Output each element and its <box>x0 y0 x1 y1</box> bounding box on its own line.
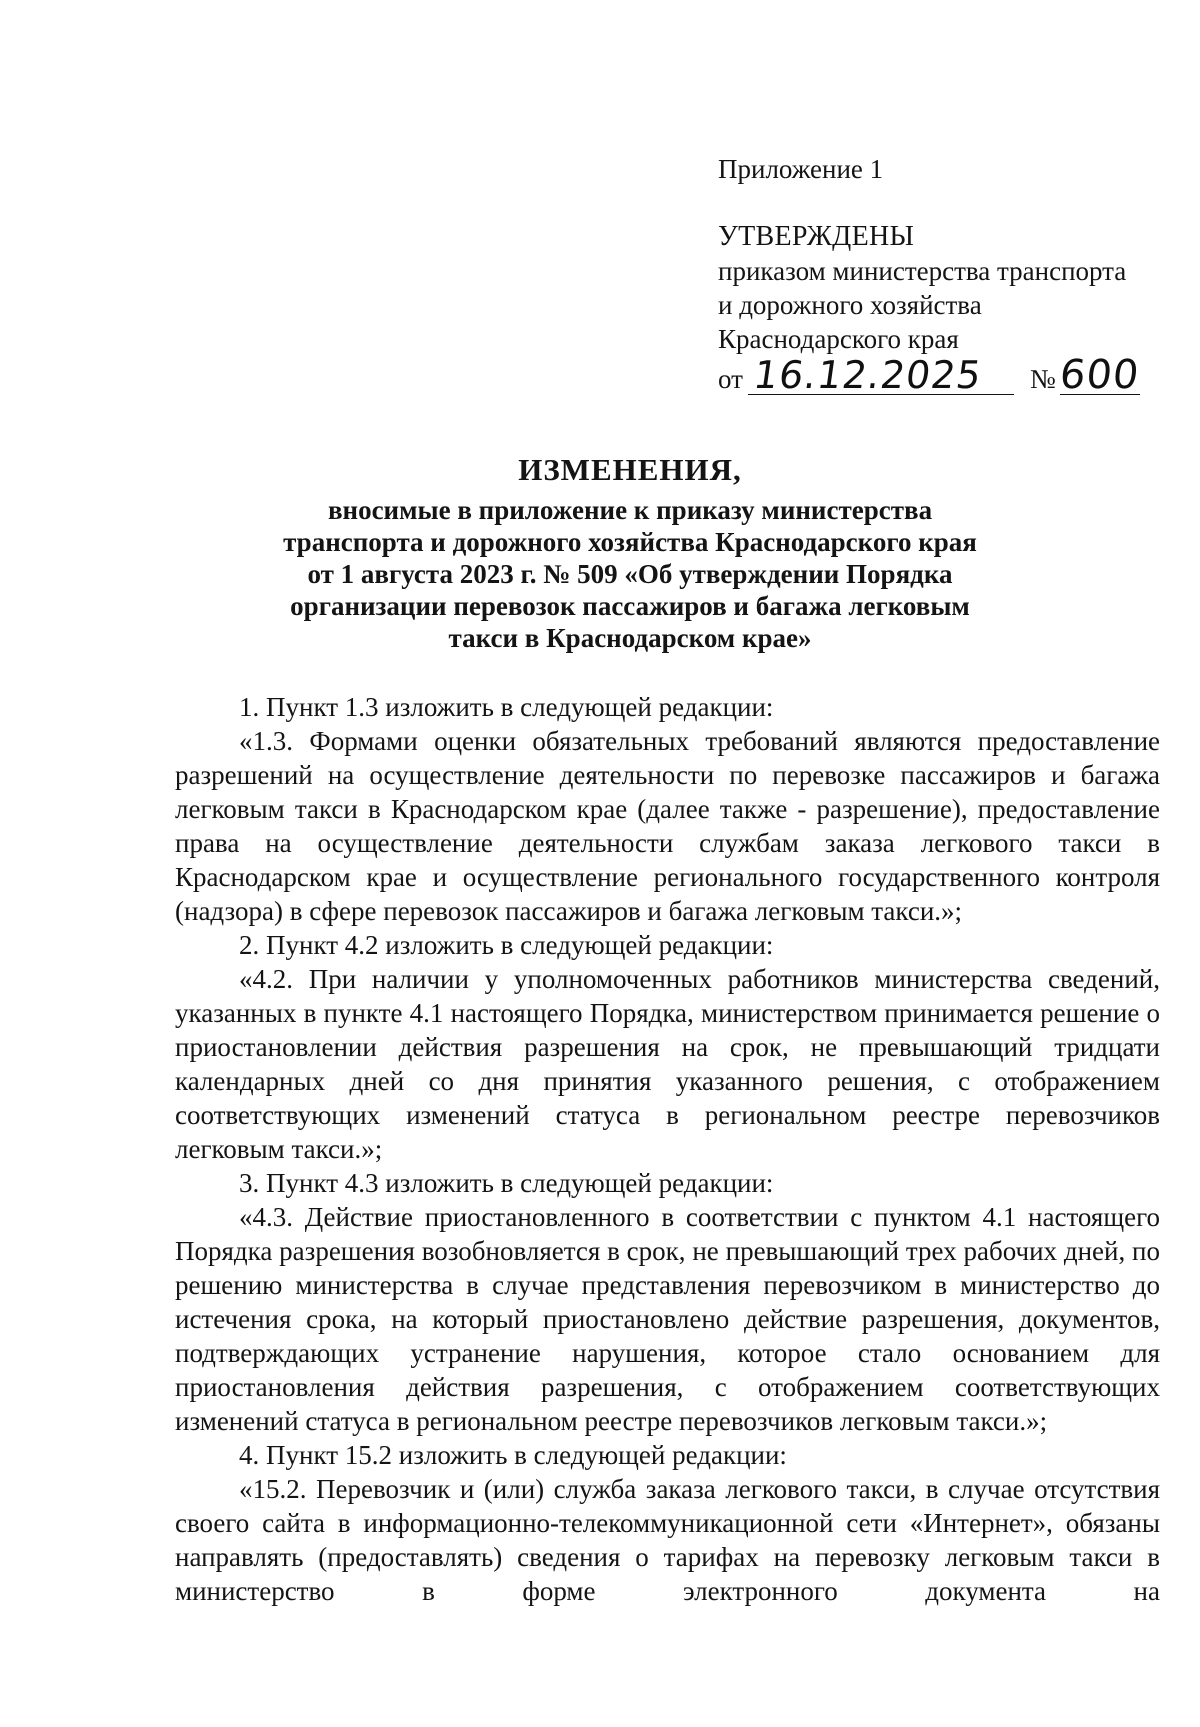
subtitle-line: вносимые в приложение к приказу министерства <box>327 495 933 525</box>
approval-block <box>718 152 1158 398</box>
paragraph-item-1: 1. Пункт 1.3 изложить в следующей редакции: <box>239 692 774 722</box>
subtitle-line: такси в Краснодарском крае» <box>448 623 812 653</box>
paragraph-item-4-text: «15.2. Перевозчик и (или) служба заказа легкового такси, в случае отсутствия своего сайта в информационно-телекоммуникационной сети «Интернет», обязаны направлять (предоставлять) сведения о тарифах на перевозку легковым такси в министерство в форме электронного документа на <box>175 1474 1160 1606</box>
order-date-row <box>718 352 1158 398</box>
title-subtitle <box>170 494 1090 654</box>
subtitle-line: транспорта и дорожного хозяйства Краснодарского края <box>283 527 977 557</box>
paragraph-item-3: 3. Пункт 4.3 изложить в следующей редакции: <box>239 1168 774 1198</box>
title-heading: ИЗМЕНЕНИЯ, <box>518 452 742 487</box>
order-line: приказом министерства транспорта <box>718 256 1127 286</box>
paragraph-item-1-text: «1.3. Формами оценки обязательных требований являются предоставление разрешений на осуществление деятельности по перевозке пассажиров и багажа легковым такси в Краснодарском крае (далее также - разрешение), предоставление права на осуществление деятельности службам заказа легкового такси в Краснодарском крае и осуществление регионального государственного контроля (надзора) в сфере перевозок пассажиров и багажа легковым такси.»; <box>175 726 1160 926</box>
paragraph-item-2-text: «4.2. При наличии у уполномоченных работников министерства сведений, указанных в пункте 4.1 настоящего Порядка, министерством принимается решение о приостановлении действия разрешения на срок, не превышающий тридцати календарных дней со дня принятия указанного решения, с отображением соответствующих изменений статуса в региональном реестре перевозчиков легковым такси.»; <box>175 964 1160 1164</box>
appendix-label: Приложение 1 <box>718 154 884 184</box>
number-label: № <box>1030 364 1056 394</box>
order-line: и дорожного хозяйства <box>718 290 982 320</box>
date-field <box>748 353 1014 397</box>
handwritten-date: 16.12.2025 <box>750 353 985 397</box>
paragraph-item-2: 2. Пункт 4.2 изложить в следующей редакции: <box>239 930 774 960</box>
subtitle-line: организации перевозок пассажиров и багажа легковым <box>290 591 970 621</box>
paragraph-item-4: 4. Пункт 15.2 изложить в следующей редакции: <box>239 1440 787 1470</box>
handwritten-number: 600 <box>1057 352 1142 398</box>
document-body <box>175 690 1160 1608</box>
number-field <box>1057 352 1142 398</box>
paragraph-item-3-text: «4.3. Действие приостановленного в соответствии с пунктом 4.1 настоящего Порядка разрешения возобновляется в срок, не превышающий трех рабочих дней, по решению министерства в случае представления перевозчиком в министерство до истечения срока, на который приостановлено действие разрешения, документов, подтверждающих устранение нарушения, которое стало основанием для приостановления действия разрешения, с отображением соответствующих изменений статуса в региональном реестре перевозчиков легковым такси.»; <box>175 1202 1160 1436</box>
order-line: Краснодарского края <box>718 324 959 354</box>
approved-label: УТВЕРЖДЕНЫ <box>718 221 915 252</box>
document-title <box>170 451 1090 654</box>
subtitle-line: от 1 августа 2023 г. № 509 «Об утверждении Порядка <box>307 559 953 589</box>
date-prefix: от <box>718 364 743 394</box>
